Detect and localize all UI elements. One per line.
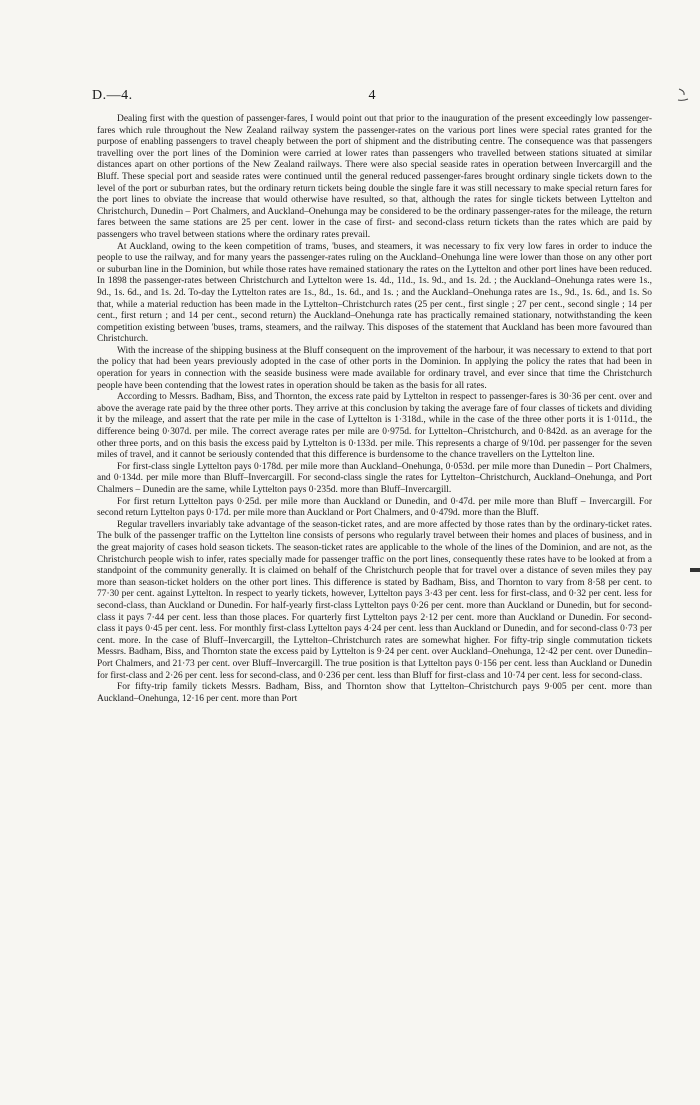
paragraph-family-tickets: For fifty-trip family tickets Messrs. Badham, Biss, and Thornton show that Lyttelton–Christchurch pays 9·005 per cent. more than Auckland–Onehunga, 12·16 per cent. more than Port bbox=[97, 682, 652, 704]
document-reference: D.—4. bbox=[92, 88, 133, 103]
paragraph-first-class-single: For first-class single Lyttelton pays 0·178d. per mile more than Auckland–Onehunga, 0·053d. per mile more than Dunedin – Port Chalmers, and 0·134d. per mile more than Bluff–Invercargill. For second-class single the rates for Lyttelton–Christchurch, Auckland–Onehunga, and Port Chalmers – Dunedin are the same, while Lyttelton pays 0·235d. more than Bluff–Invercargill. bbox=[97, 461, 652, 495]
page-header bbox=[92, 88, 652, 108]
margin-mark-icon bbox=[676, 86, 690, 104]
paragraph-bluff: With the increase of the shipping business at the Bluff consequent on the improvement of the harbour, it was necessary to extend to that port the policy that had been years previously adopted in the case of other ports in the Dominion. In applying the policy the rates that had been in operation for years in connection with the seaside business were made available for ordinary travel, and ever since that time the Christchurch people have been contending that the lowest rates in operation should be taken as the basis for all rates. bbox=[97, 345, 652, 391]
paragraph-auckland: At Auckland, owing to the keen competition of trams, 'buses, and steamers, it was necessary to fix very low fares in order to induce the people to use the railway, and for many years the passenger-rates ruling on the Auckland–Onehunga line were lower than those on any other port or suburban line in the Dominion, but while those rates have remained stationary the rates on the Lyttelton and other port lines have been reduced. In 1898 the passenger-rates between Christchurch and Lyttelton were 1s. 4d., 11d., 1s. 9d., and 1s. 2d. ; the Auckland–Onehunga rates were 1s., 9d., 1s. 6d., and 1s. 2d. To-day the Lyttelton rates are 1s., 8d., 1s. 6d., and 1s. ; and the Auckland–Onehunga rates are 1s., 9d., 1s. 6d., and 1s. So that, while a material reduction has been made in the Lyttelton–Christchurch rates (25 per cent., first single ; 27 per cent., second single ; 14 per cent., first return ; and 14 per cent., second return) the Auckland–Onehunga rate has practically remained stationary, notwithstanding the keen competition existing between 'buses, trams, steamers, and the railway. This disposes of the statement that Auckland has been more favoured than Christchurch. bbox=[97, 241, 652, 345]
paragraph-excess-rate: According to Messrs. Badham, Biss, and Thornton, the excess rate paid by Lyttelton in respect to passenger-fares is 30·36 per cent. over and above the average rate paid by the three other ports. They arrive at this conclusion by taking the average fare of four classes of tickets and dividing it by the mileage, and assert that the rate per mile in the case of Lyttelton is 1·318d., while in the case of the three other ports it is 1·011d., the difference being 0·307d. per mile. The correct average rates per mile are 0·975d. for Lyttelton–Christchurch, and 0·842d. as an average for the other three ports, and on this basis the excess paid by Lyttelton is 0·133d. per mile. This represents a charge of 9/10d. per passenger for the seven miles of travel, and it cannot be seriously contended that this difference is burdensome to the chance travellers on the Lyttelton line. bbox=[97, 392, 652, 461]
paragraph-first-return: For first return Lyttelton pays 0·25d. per mile more than Auckland or Dunedin, and 0·47d. per mile more than Bluff – Invercargill. For second return Lyttelton pays 0·17d. per mile more than Auckland or Port Chalmers, and 0·479d. more than the Bluff. bbox=[97, 496, 652, 519]
margin-tick-icon bbox=[690, 568, 700, 572]
paragraph-season-tickets: Regular travellers invariably take advantage of the season-ticket rates, and are more affected by those rates than by the ordinary-ticket rates. The bulk of the passenger traffic on the Lyttelton line consists of persons who regularly travel between their homes and places of business, and in the great majority of cases hold season tickets. The season-ticket rates are applicable to the whole of the lines of the Dominion, and are not, as the Christchurch people wish to infer, rates specially made for passenger traffic on the port lines, consequently these rates have to be looked at from a standpoint of the community generally. It is claimed on behalf of the Christchurch people that for travel over a distance of seven miles they pay more than season-ticket holders on the other port lines. This difference is stated by Badham, Biss, and Thornton to vary from 8·58 per cent. to 77·30 per cent. against Lyttelton. In respect to yearly tickets, however, Lyttelton pays 3·43 per cent. less for first-class, and 0·32 per cent. less for second-class, than Auckland or Dunedin. For half-yearly first-class Lyttelton pays 0·26 per cent. more than Auckland or Dunedin, but for second-class it pays 7·44 per cent. less than those places. For quarterly first Lyttelton pays 2·12 per cent. more than Auckland or Dunedin. For second-class it pays 0·45 per cent. less. For monthly first-class Lyttelton pays 4·24 per cent. less than Auckland or Dunedin, and for second-class 0·73 per cent. more. In the case of Bluff–Invercargill, the Lyttelton–Christchurch rates are somewhat higher. For fifty-trip single commutation tickets Messrs. Badham, Biss, and Thornton state the excess paid by Lyttelton is 9·24 per cent. over Auckland–Onehunga, 12·42 per cent. over Dunedin–Port Chalmers, and 21·73 per cent. over Bluff–Invercargill. The true position is that Lyttelton pays 0·156 per cent. less than Auckland or Dunedin for first-class and 2·26 per cent. less for second-class, and 0·236 per cent. less than Bluff for first-class and 10·74 per cent. less for second-class. bbox=[97, 519, 652, 681]
paragraph-passenger-fares: Dealing first with the question of passenger-fares, I would point out that prior to the inauguration of the present exceedingly low passenger-fares which rule throughout the New Zealand railway system the passenger-rates on the various port lines were special rates granted for the purpose of enabling passengers to travel cheaply between the port of shipment and the distributing centre. The consequence was that passengers travelling over the port lines of the Dominion were carried at lower rates than passengers who travelled between stations situated at similar distances apart on other portions of the New Zealand railways. There were also special seaside rates in operation between Invercargill and the Bluff. These special port and seaside rates were continued until the general reduced passenger-fares brought ordinary single tickets down to the level of the port or suburban rates, but the ordinary return tickets being double the single fare it was still necessary to make special return fares for the port lines to obviate the increase that would otherwise have resulted, so that, although the rates for single tickets between Lyttelton and Christchurch, Dunedin – Port Chalmers, and Auckland–Onehunga may be considered to be the ordinary passenger-rates for the mileage, the return fares between the same stations are 25 per cent. lower in the case of first- and second-class return tickets than the rates which are paid by passengers who travel between stations where the ordinary rates prevail. bbox=[97, 114, 652, 240]
body-text bbox=[97, 114, 652, 705]
page-number: 4 bbox=[368, 88, 376, 103]
